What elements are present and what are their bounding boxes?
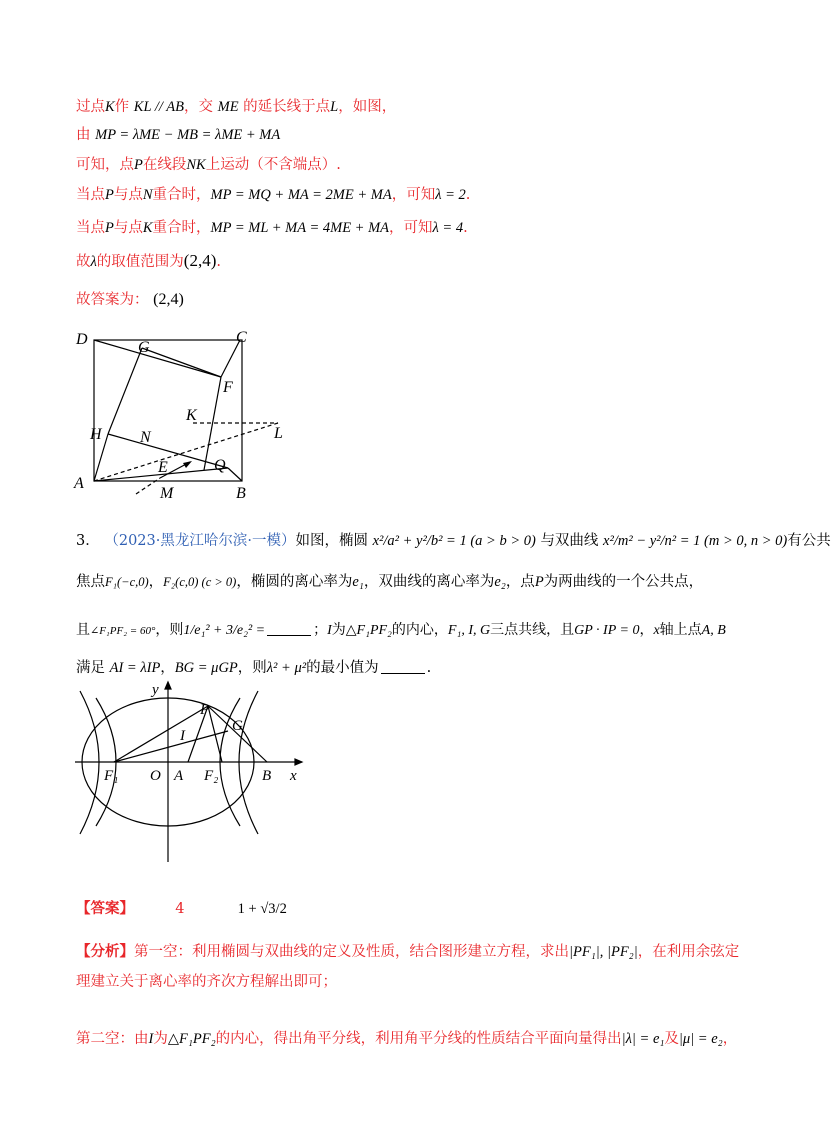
label-i: I	[180, 728, 185, 744]
text: 第一空：利用椭圆与双曲线的定义及性质，结合图形建立方程，求出	[134, 944, 569, 960]
math: I	[327, 623, 332, 638]
text: ，在利用余弦定	[637, 944, 740, 960]
label-f1: F₁	[104, 768, 119, 784]
analysis-label: 【分析】	[76, 943, 134, 960]
analysis-line-2	[76, 970, 337, 991]
label-x: x	[290, 768, 297, 784]
text: 及	[664, 1031, 679, 1047]
answer-label: 【答案】	[76, 900, 134, 917]
answer-line	[76, 897, 287, 918]
segment-gh	[108, 348, 142, 434]
label-e: E	[158, 459, 168, 476]
text: 三点共线，且	[490, 622, 575, 638]
label-q: Q	[214, 457, 226, 474]
label-d: D	[76, 331, 88, 348]
text: 故	[76, 254, 91, 270]
math: P	[534, 574, 544, 590]
problem-number: 3．	[76, 533, 100, 549]
solution-line-7	[76, 288, 184, 309]
math: MP = λME − MB = λME + MA	[95, 127, 281, 143]
text: ，可知	[389, 220, 433, 236]
math: |μ| = e₂	[678, 1031, 723, 1047]
problem-line-4	[76, 656, 431, 677]
math: L	[330, 99, 339, 115]
label-g2: G	[232, 718, 243, 734]
x-axis-arrow	[295, 759, 302, 765]
text: 由	[76, 127, 91, 143]
text: .	[463, 220, 468, 236]
text: 满足	[76, 660, 105, 676]
text: 重合时，	[152, 187, 211, 203]
label-a2: A	[174, 768, 184, 784]
text: 当点	[76, 220, 105, 236]
text: 的延长线于点	[243, 99, 331, 115]
math: ∠F₁PF₂ = 60°	[90, 625, 156, 637]
math: λ = 2	[435, 187, 466, 203]
text: ；	[313, 622, 328, 638]
math: x²/a² + y²/b² = 1 (a > b > 0)	[372, 533, 536, 549]
text: ，	[722, 1031, 738, 1047]
label-c: C	[236, 329, 247, 346]
label-m: M	[160, 485, 174, 502]
segment-qb	[228, 468, 242, 481]
segment-pf2	[208, 706, 222, 762]
math: x	[653, 623, 660, 638]
figure-square	[68, 322, 308, 507]
segment-f1g	[114, 731, 228, 762]
math: |λ| = e₁	[621, 1031, 665, 1047]
math: KL // AB	[133, 99, 185, 115]
label-l: L	[274, 425, 283, 442]
text: 的内心，	[391, 622, 448, 638]
text: 作	[114, 99, 130, 115]
math: F₁(−c,0)	[105, 575, 149, 589]
math: △F₁PF₂	[167, 1031, 216, 1047]
math: (2,4)	[183, 251, 217, 270]
arrowhead	[183, 461, 192, 468]
text: ，点	[505, 574, 535, 590]
text: 的取值范围为	[96, 254, 184, 270]
text: 与点	[113, 187, 143, 203]
figure-conics	[70, 676, 310, 866]
text: 故答案为：	[76, 292, 149, 308]
math: 1/e₁² + 3/e₂² =	[183, 623, 266, 638]
text: 第二空：由	[76, 1031, 149, 1047]
solution-line-4	[76, 183, 470, 204]
math: λ = 4	[432, 220, 464, 236]
text: .	[216, 254, 221, 270]
math: e₁	[352, 574, 364, 590]
solution-line-2	[76, 123, 280, 144]
label-h: H	[90, 426, 102, 443]
math: A, B	[701, 623, 726, 638]
math: △F₁PF₂	[345, 623, 392, 638]
label-y: y	[152, 682, 159, 698]
text: 的最小值为	[306, 660, 379, 676]
segment-gf	[142, 348, 221, 377]
math: λ	[90, 254, 97, 270]
text: 上运动（不含端点）.	[205, 157, 341, 173]
problem-source: （2023·黑龙江哈尔滨·一模）	[104, 533, 296, 549]
problem-line-1	[76, 529, 831, 550]
text: 的内心，得出角平分线，利用角平分线的性质结合平面向量得出	[215, 1031, 622, 1047]
text: ，则	[155, 622, 184, 638]
answer-blank-2[interactable]	[381, 673, 425, 674]
label-k: K	[186, 407, 197, 424]
answer-blank-1[interactable]	[267, 635, 311, 636]
label-b2: B	[262, 768, 272, 784]
segment-dg	[94, 340, 221, 377]
solution-line-1	[76, 95, 396, 116]
math: |PF₁|, |PF₂|	[569, 944, 638, 960]
label-n: N	[140, 429, 151, 446]
text: ，则	[237, 660, 267, 676]
text: ，	[148, 574, 164, 590]
text: 轴上点	[659, 622, 702, 638]
text: ，可知	[391, 187, 436, 203]
math: P	[105, 220, 114, 236]
segment-f1p	[114, 706, 208, 762]
text: .	[465, 187, 471, 203]
solution-line-3	[76, 153, 341, 174]
problem-line-2	[76, 570, 703, 591]
answer-second: 1 + √3/2	[237, 901, 287, 917]
math: NK	[186, 157, 206, 173]
text: ，	[639, 622, 654, 638]
math: GP · IP = 0	[574, 623, 640, 638]
math: ME	[217, 99, 239, 115]
text: 可知，点	[76, 157, 134, 173]
text: 有公共	[787, 533, 831, 549]
math: MP = ML + MA = 4ME + MA	[210, 220, 390, 236]
text: 焦点	[76, 574, 105, 590]
math: N	[142, 187, 153, 203]
math: I	[148, 1031, 154, 1047]
math: P	[105, 187, 114, 203]
text: 且	[76, 622, 90, 638]
text: 为两曲线的一个公共点，	[543, 574, 704, 590]
y-axis-arrow	[165, 682, 171, 689]
text: 过点	[76, 99, 105, 115]
text: .	[426, 660, 432, 676]
solution-line-6	[76, 250, 221, 271]
text: ，交	[184, 99, 214, 115]
label-f2: F₂	[204, 768, 219, 784]
text: 与点	[113, 220, 143, 236]
text: ，椭圆的离心率为	[236, 574, 353, 590]
text: 当点	[76, 187, 105, 203]
text: ，	[160, 660, 175, 676]
math: F₂(c,0) (c > 0)	[163, 575, 237, 589]
text: 在线段	[142, 157, 187, 173]
math: AI = λIP	[109, 660, 161, 676]
analysis-line-1	[76, 940, 739, 961]
text: 理建立关于离心率的齐次方程解出即可；	[76, 974, 337, 990]
label-p: P	[200, 702, 210, 718]
math: K	[142, 220, 153, 236]
label-a: A	[74, 475, 84, 492]
math: BG = μGP	[174, 660, 238, 676]
label-o: O	[150, 768, 161, 784]
math: λ² + μ²	[266, 660, 307, 676]
math: e₂	[494, 574, 506, 590]
math: P	[134, 157, 143, 173]
math: x²/m² − y²/n² = 1 (m > 0, n > 0)	[603, 533, 788, 549]
text: ，如图，	[338, 99, 397, 115]
label-g: G	[138, 339, 150, 356]
problem-line-3	[76, 619, 726, 639]
text: ，双曲线的离心率为	[363, 574, 495, 590]
math: MP = MQ + MA = 2ME + MA	[210, 187, 392, 203]
text: 如图，椭圆	[295, 533, 368, 549]
math: K	[105, 99, 115, 115]
text: 与双曲线	[540, 533, 599, 549]
answer-first: 4	[175, 901, 185, 917]
segment-m-dash	[136, 478, 160, 494]
solution-line-5	[76, 216, 468, 237]
math: F₁, I, G	[447, 623, 491, 638]
math: (2,4)	[153, 291, 184, 308]
text: 重合时，	[152, 220, 211, 236]
text: 为	[153, 1031, 168, 1047]
label-b: B	[236, 485, 246, 502]
text: 为	[331, 622, 346, 638]
label-f: F	[223, 379, 233, 396]
analysis-line-3	[76, 1027, 737, 1048]
